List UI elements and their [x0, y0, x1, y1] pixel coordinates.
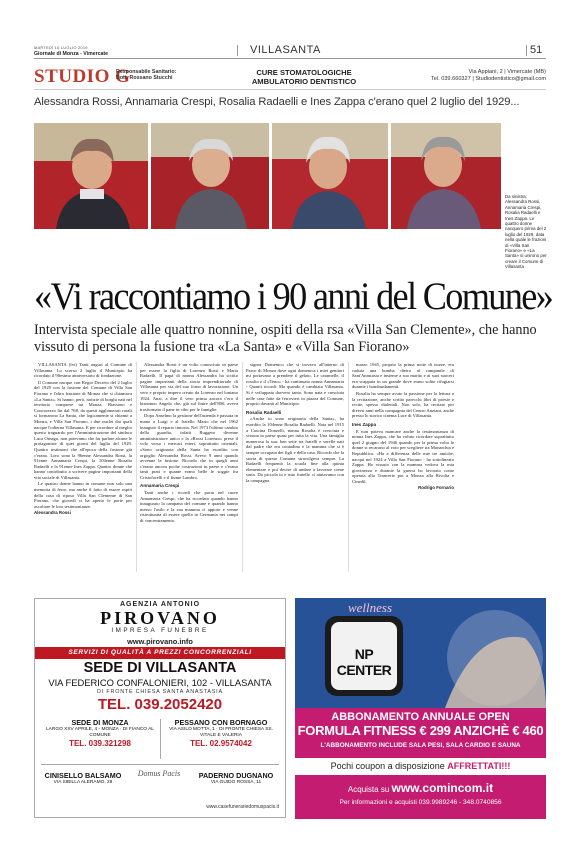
dental-responsible — [116, 69, 226, 82]
article-column-4 — [352, 362, 454, 492]
dental-services — [239, 68, 369, 86]
section-title: VILLASANTA — [250, 44, 321, 56]
dental-address — [412, 69, 546, 83]
gym-purchase-band — [295, 775, 546, 819]
article-subheading: Annamaria Crespi — [140, 483, 180, 489]
gym-purchase-url[interactable]: www.comincom.it — [391, 781, 494, 795]
funeral-address: VIA FEDERICO CONFALONIERI, 102 - VILLASANTA — [48, 677, 272, 688]
funeral-branch-paderno — [191, 771, 281, 786]
gym-coupon-note — [295, 761, 546, 771]
dental-responsible-name: Dott. Rossano Stucchi — [116, 75, 173, 82]
funeral-ad — [34, 598, 286, 818]
dental-address-line: Via Appiani, 2 | Vimercate (MB) — [468, 69, 546, 75]
article-paragraph: Le quattro donne hanno in comune non solo una memoria di ferro, ma anche il fatto di essere ospiti della casa di riposo Villa San Clemente di San Fiorano, che giovedì ci ha aperto le porte per ascoltare le loro testimonianze. — [34, 481, 132, 509]
dental-contacts-line: Tel. 039.660327 | Studiodentistico@gmail.com — [430, 76, 546, 82]
branch-title: PESSANO CON BORNAGO — [174, 718, 268, 727]
gym-offer-includes: L'ABBONAMENTO INCLUDE SALA PESI, SALA CARDIO E SAUNA — [320, 742, 521, 749]
branch-title: SEDE DI MONZA — [71, 718, 129, 727]
funeral-branch-pessano — [162, 718, 280, 762]
photo-alessandra-rossi — [34, 123, 148, 229]
domus-pacis-label: Domus Pacis — [137, 769, 181, 778]
article-kicker: Alessandra Rossi, Annamaria Crespi, Rosalia Radaelli e Ines Zappa c'erano quel 2 luglio del 1929... — [34, 96, 520, 108]
gym-purchase-label: Acquista su — [347, 785, 390, 794]
branch-title: PADERNO DUGNANO — [198, 771, 274, 780]
dental-brand: STUDIO G — [34, 66, 131, 87]
article-paragraph: E non poteva mancare anche la testimonianza di nonna Ines Zappa, che ha voluto ricordare soprattutto quel 2 giugno del 1946 quando per la prima volta le donne si recarono al voto per scegliere tra Monarchia e Repubblica. «Ha a differenza delle mie tre amiche, nacqui nel 1924 a Villa San Fiorano - ha sottolineato Zappa. Ho vissuto con la mamma vedova la mia giovinezza e durante la guerra ho lavorato come operaia alla Trancerie poi a Monza alla Rivolta e Cinedil. — [352, 428, 454, 484]
article-paragraph: Rosalia ha sempre avuto la passione per la lettura e la recitazione, anche scritto parecchi libri di poesie e recite, spesso dialettali. Non solo, ha recitato per diversi anni nella compagnia del Centro Anziani, anche presso lo storico cinema Luce di Villasanta. — [352, 390, 454, 419]
dental-ad — [34, 62, 546, 90]
subheadline: Intervista speciale alle quattro nonnine, ospiti della rsa «Villa San Clemente», che hanno vissuto di persona la fusione tra «La Santa» e «Villa San Fiorano» — [34, 322, 537, 355]
funeral-phone: TEL. 039.2052420 — [97, 696, 223, 713]
article-paragraph: «Anche io sono originaria della Santa», ha esordito la 104enne Rosalia Radaelli. Nata nel 1915 a Cascina Donzelli, nonna Rosalia è cresciuta e vissuta in paese quasi per tutta la vita. Una famiglia numerosa la sua: ben sette tra fratelli e sorelle nati dal padre che era contadino e la mamma che si è sempre occupata dei figli e della casa. Ricordo che la storia di questo Comune stravolgeva sempre. La Radaelli frequentò la scuola fine alla quinta elementare e poi decise di andare a lavorare come sarta. Da piccola io e mio fratello ci aiutavamo con la campagna. — [246, 416, 344, 483]
gym-offer-price: FORMULA FITNESS € 299 ANZICHÈ € 460 — [297, 723, 544, 738]
branch-phone: TEL. 039.321298 — [69, 739, 131, 748]
funeral-secondary-website[interactable]: www.casefunerariedomuspacis.it — [206, 804, 279, 810]
article-paragraph: Tanti anche i ricordi che porta nel cuore Annamaria Crespi, che ha ricordato quando hanno inaugurato la campana del comune e quando hanno messo l'asilo e la sua mamma ci appose e venne ristrutturata di essere quella in Germania nei campi di concentramento. — [140, 490, 238, 524]
gym-offer-band — [295, 708, 546, 758]
article-subheading: Rosalia Radaelli — [246, 409, 282, 415]
article-paragraph: marzo 1945, proprio la prima notte di nozze, era caduta una bomba dietro al campanile di Sant'Anastasia e insieme a suo marito e ai suoi suoceri era scappata in un grande dove erano solite rifugiarsi durante i bombardamenti. — [352, 362, 454, 390]
header-rule — [34, 58, 546, 59]
article-subheading: Alessandra Rossi — [34, 510, 71, 516]
header-date: MARTEDÌ 16 LUGLIO 2019 — [34, 45, 88, 50]
article-column-1 — [34, 362, 132, 517]
article-paragraph: signor Domenico che si trovava all'interno di Parco di Monza dove ogni domenica i miei genitori mi portavano a prendere il gelato. Le caramelle, il rosolio e il «Teno» - ha continuato nonna Annamaria - Quanti ricordi. Ma quando è cambiata Villasanta. Si è sviluppata davvero tanto. Sono nata e cresciuta nelle case fatte da ferrovieri in piazza del Comune, proprio davanti al Municipio. — [246, 362, 344, 407]
gym-purchase-line — [295, 781, 546, 795]
gym-coupon-urgent: AFFRETTATI!!! — [447, 761, 511, 771]
column-divider — [242, 362, 243, 572]
photo-annamaria-crespi — [151, 123, 269, 229]
funeral-branch-monza — [41, 718, 159, 762]
funeral-name: PIROVANO — [100, 608, 220, 628]
gym-info-line: Per informazioni e acquisti 039.9989246 - 348.0740856 — [339, 799, 502, 806]
photo-rosalia-radaelli — [272, 123, 388, 229]
header-divider — [237, 45, 238, 56]
article-paragraph: Il Comune nacque con Regio Decreto del 2 luglio del 1929 con la fusione del Comune di Villa San Fiorano e l'altra frazione di Monza che si chiamava «La Santa». Si hanno, però, notizie di borghi nati nel territorio comprese tra Monza, Biassono e Concorezzo fin dal 768, da questi agglomerati rurali si formarono La Santa, che logicamente si chiamò a Monza, e Villa San Fiorano, i due nuclei dai quali nacque l'odierna Villasanta. E per ricordare al meglio questo traguardo per l'Amministrazione del sindaco Luca Ornago, non potevamo che far parlare alcune le protagoniste di quei giorni del luglio del 1929. Quattro testimoni che all'epoca della fusione già c'erano. Loro sono la 96enne Alessandra Rossi, la 91enne Annamaria Crespi, la 104enne Rosalia Radaelli e la 91enne Ines Zappa. Quattro donne che hanno contribuito a scrivere pagine importanti della vita sociale di Villasanta. — [34, 379, 132, 480]
column-divider — [136, 362, 137, 572]
funeral-agency: AGENZIA ANTONIO — [119, 601, 201, 608]
domus-pacis-logo — [131, 769, 187, 778]
article-subheading: Ines Zappa — [352, 421, 376, 427]
branch-phone: TEL. 02.9574042 — [190, 739, 252, 748]
article-column-3 — [246, 362, 344, 484]
branch-title: CINISELLO BALSAMO — [44, 771, 122, 780]
page-number: 51 — [530, 44, 543, 56]
dental-responsible-label: Responsabile Sanitario: — [116, 69, 177, 75]
gym-offer-title: ABBONAMENTO ANNUALE OPEN — [331, 711, 510, 723]
funeral-website[interactable]: www.pirovano.info — [127, 637, 193, 646]
article-author: Rodrigo Fornario — [418, 485, 454, 491]
article-paragraph: Dopo Anselmo la gestione dell'azienda è passata in mano a Luigi e al fratello Mario che nel 1962 inaugurò il reparto tintoria. Nel 1973 l'ultimo cambio della guardia, infatti Ruggero divenne amministratore unico e la «Rossi Lorenzo» prese il volo verso i mercati esteri, soprattutto orientali. «Sono originaria della Santa ha esordito con orgoglio Alessandra Rossi. Avevo 9 anni quando avvenne la fusione. Ricordo che in quegli anni c'erano ancora poche costruzioni in paese e c'erano tanti prati e quante erano belle le soggie fra Cristoforelli e il fiume Lambro. — [140, 413, 238, 480]
branch-address: VIA ASILO MOTTA, 1 · DI FRONTE CHIESA SS. VITALE E VALERIA — [169, 727, 273, 738]
funeral-tagline: IMPRESA FUNEBRE — [111, 627, 209, 634]
funeral-band: SERVIZI DI QUALITÀ A PREZZI CONCORRENZIALI — [35, 647, 285, 659]
column-divider — [348, 362, 349, 572]
article-paragraph: VILLASANTA (fvt) Tanti auguri al Comune di Villasanta. Lo scorso 2 luglio il Municipio ha ricordato il 90esimo anniversario di fondazione. — [34, 362, 132, 379]
branch-divider — [41, 764, 279, 765]
article-paragraph: Alessandra Rossi è un volto conosciuto in paese per essere la figlia di Lorenzo Rossi e Maria Radaelli. Il papà di nonna Alessandra ha scritto pagine importanti della storia imprenditoriale di Villasanta per via del suo forno di lavorazione. Un vero e proprio impero creato da Lorenzo nel lontano 1924. Anzi, a dire il vero prima ancora c'era il bisnonno Angelo che, già sul finire dell'800, aveva trasformato il pane in cibo per le famiglie. — [140, 362, 238, 412]
gym-ad — [295, 598, 546, 819]
funeral-sede: SEDE DI VILLASANTA — [83, 660, 237, 676]
funeral-address-note: DI FRONTE CHIESA SANTA ANASTASIA — [97, 689, 223, 695]
header-paper-name: Giornale di Monza - Vimercate — [34, 51, 108, 57]
gym-ad-photo-area — [295, 598, 546, 708]
article-column-2 — [140, 362, 238, 525]
photo-caption: Da sinistra: Alessandra Rossi, Annamaria Crespi, Rosalia Radaelli e Ines Zappa. Le quattro donne nacquero prima del 2 luglio del 1929, data nella quale le frazioni di «Villa San Fiorano» e «La Santa» si unirono per creare il Comune di Villasanta — [505, 194, 547, 270]
branch-divider — [160, 719, 161, 759]
gym-wellness-label: wellness — [347, 600, 393, 615]
dental-services-line2: AMBULATORIO DENTISTICO — [251, 77, 357, 86]
branch-address: VIA SIBILLA ALERAMO, 29 — [53, 780, 113, 785]
branch-address: VIA GUIDO ROSSA, 11 — [210, 780, 262, 785]
branch-address: LARGO XXV APRILE, 4 - MONZA · DI FIANCO AL COMUNE — [46, 727, 154, 738]
photo-ines-zappa — [391, 123, 501, 229]
headline: «Vi raccontiamo i 90 anni del Comune» — [34, 275, 553, 318]
gym-brand-logo: NP CENTER — [336, 646, 392, 678]
header-divider — [526, 45, 527, 56]
dental-services-line1: CURE STOMATOLOGICHE — [256, 68, 352, 77]
funeral-branch-cinisello — [39, 771, 127, 786]
gym-coupon-text: Pochi coupon a disposizione — [330, 761, 445, 771]
